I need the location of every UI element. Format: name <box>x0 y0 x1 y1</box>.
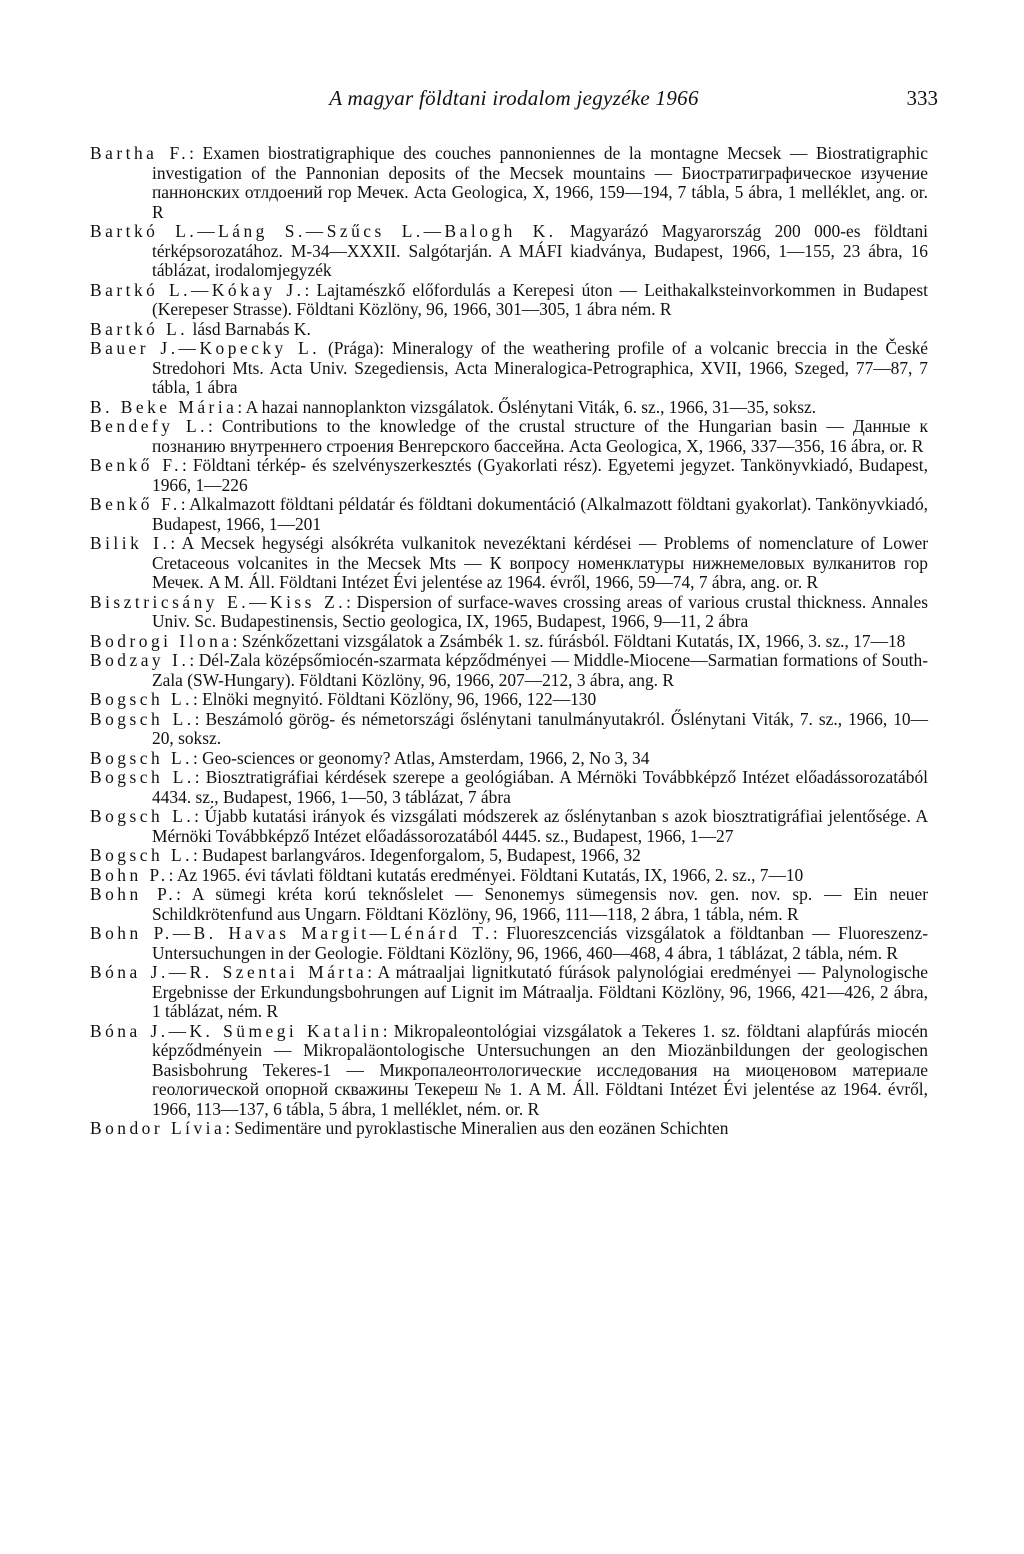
bibliography-entry <box>90 339 928 398</box>
bibliography-entry <box>90 651 928 690</box>
entry-author: Bartkó L. <box>90 318 189 339</box>
entry-author: Bohn P. <box>90 864 169 885</box>
bibliography-entry <box>90 632 928 652</box>
bibliography-entry <box>90 1119 928 1139</box>
entry-text: : Contributions to the knowledge of the crustal structure of the Hungarian basin — Данные к познанию внутреннего строения Венгерского бассейна. Acta Geologica, X, 1966, 337—356, 16 ábra, or. R <box>152 416 928 456</box>
bibliography-list <box>90 144 928 1139</box>
bibliography-entry <box>90 768 928 807</box>
bibliography-entry <box>90 495 928 534</box>
entry-text: : Budapest barlangváros. Idegenforgalom, 5, Budapest, 1966, 32 <box>193 845 641 865</box>
bibliography-entry <box>90 963 928 1022</box>
entry-author: Bóna J.—K. Sümegi Katalin <box>90 1020 383 1041</box>
entry-text: : Elnöki megnyitó. Földtani Közlöny, 96, 1966, 122—130 <box>193 689 597 709</box>
entry-author: Bohn P.—B. Havas Margit—Lénárd T. <box>90 923 493 943</box>
entry-text: : Beszámoló görög- és németországi őslénytani tanulmányutakról. Őslénytani Viták, 7. sz., 1966, 10—20, soksz. <box>152 708 928 748</box>
entry-text: : Fluoreszcenciás vizsgálatok a földtanban — Fluoreszenz-Untersuchungen in der Geologie. Földtani Közlöny, 96, 1966, 460—468, 4 ábra, 1 táblázat, 2 tábla, ném. R <box>152 923 928 963</box>
bibliography-entry <box>90 456 928 495</box>
entry-text: : Földtani térkép- és szelvényszerkesztés (Gyakorlati rész). Egyetemi jegyzet. Tankönyvkiadó, Budapest, 1966, 1—226 <box>152 455 928 495</box>
entry-text: lásd Barnabás K. <box>188 318 311 339</box>
entry-author: B. Beke Mária <box>90 396 238 417</box>
entry-text: : Az 1965. évi távlati földtani kutatás eredményei. Földtani Kutatás, IX, 1966, 2. sz., 7—10 <box>168 864 804 885</box>
bibliography-entry <box>90 534 928 593</box>
entry-author: Bisztricsány E.—Kiss Z. <box>90 591 347 612</box>
entry-text: (Prága): Mineralogy of the weathering profile of a volcanic breccia in the České Stredohori Mts. Acta Univ. Szegediensis, Acta Mineralogica-Petrographica, XVII, 1966, Szeged, 77—87, 7 tábla, 1 ábra <box>152 338 928 397</box>
entry-author: Bilik I. <box>90 533 171 553</box>
entry-author: Bauer J.—Kopecky L. <box>90 338 321 358</box>
entry-author: Bodzay I. <box>90 650 190 670</box>
bibliography-entry <box>90 222 928 281</box>
entry-text: : A mátraaljai lignitkutató fúrások palynológiai eredményei — Palynologische Ergebnisse der Erkundungsbohrungen auf Lignit im Mátraalja. Földtani Közlöny, 96, 1966, 421—426, 2 ábra, 1 táblázat, ném. R <box>152 962 928 1021</box>
entry-author: Bogsch L. <box>90 689 193 709</box>
bibliography-entry <box>90 710 928 749</box>
entry-author: Bogsch L. <box>90 708 195 729</box>
bibliography-entry <box>90 885 928 924</box>
entry-author: Bohn P. <box>90 884 177 904</box>
entry-text: : Biosztratigráfiai kérdések szerepe a geológiában. A Mérnöki Továbbképző Intézet előadássorozatából 4434. sz., Budapest, 1966, 1—50, 3 táblázat, 7 ábra <box>152 767 928 807</box>
bibliography-entry <box>90 417 928 456</box>
entry-author: Benkő F. <box>90 494 181 514</box>
entry-author: Bendefy L. <box>90 416 208 436</box>
entry-author: Bóna J.—R. Szentai Márta <box>90 962 368 982</box>
bibliography-entry <box>90 320 928 340</box>
entry-text: : Alkalmazott földtani példatár és földtani dokumentáció (Alkalmazott földtani gyakorlat). Tankönyvkiadó, Budapest, 1966, 1—201 <box>152 494 928 534</box>
bibliography-entry <box>90 749 928 769</box>
entry-author: Bondor Lívia <box>90 1118 226 1138</box>
entry-author: Bogsch L. <box>90 806 195 826</box>
entry-text: : Sedimentäre und pyroklastische Mineralien aus den eozänen Schichten <box>225 1118 729 1138</box>
bibliography-entry <box>90 846 928 866</box>
entry-text: : A sümegi kréta korú teknőslelet — Senonemys sümegensis nov. gen. nov. sp. — Ein neuer Schildkrötenfund aus Ungarn. Földtani Közlöny, 96, 1966, 111—118, 2 ábra, 1 tábla, ném. R <box>152 884 929 924</box>
entry-author: Bogsch L. <box>90 845 193 865</box>
entry-author: Bartha F. <box>90 143 190 163</box>
entry-text: : Mikropaleontológiai vizsgálatok a Tekeres 1. sz. földtani alapfúrás miocén képződményein — Mikropaläontologische Untersuchungen an den Miozänbildungen der geologischen Basisbohrung Tekeres-1 — Микропалеонтологические исследования на миоценовом материале геологической опорной скважины Текереш № 1. A M. Áll. Földtani Intézet Évi jelentése az 1964. évről, 1966, 113—137, 6 tábla, 5 ábra, 1 melléklet, ném. or. R <box>152 1020 928 1119</box>
entry-text: : Examen biostratigraphique des couches pannoniennes de la montagne Mecsek — Biostratigraphic investigation of the Pannonian deposits of the Mecsek mountains — Биостратиграфическое изучение паннонских отлдоений гор Мечек. Acta Geologica, X, 1966, 159—194, 7 tábla, 5 ábra, 1 melléklet, ang. or. R <box>152 143 928 222</box>
entry-author: Bodrogi Ilona <box>90 630 233 651</box>
entry-text: : Dél-Zala középsőmiocén-szarmata képződményei — Middle-Miocene—Sarmatian formations of South-Zala (SW-Hungary). Földtani Közlöny, 96, 1966, 207—212, 3 ábra, ang. R <box>152 650 928 690</box>
bibliography-entry <box>90 690 928 710</box>
entry-text: : Lajtamészkő előfordulás a Kerepesi úton — Leithakalksteinvorkommen in Budapest (Kerepeser Strasse). Földtani Közlöny, 96, 1966, 301—305, 1 ábra ném. R <box>152 279 928 319</box>
bibliography-entry <box>90 281 928 320</box>
entry-author: Bogsch L. <box>90 767 195 787</box>
entry-text: : A hazai nannoplankton vizsgálatok. Őslénytani Viták, 6. sz., 1966, 31—35, soksz. <box>237 396 817 417</box>
bibliography-entry <box>90 807 928 846</box>
entry-text: : Geo-sciences or geonomy? Atlas, Amsterdam, 1966, 2, No 3, 34 <box>193 747 650 768</box>
page-header <box>90 86 938 116</box>
entry-author: Benkő F. <box>90 455 183 475</box>
running-title: A magyar földtani irodalom jegyzéke 1966 <box>329 86 699 110</box>
entry-text: : A Mecsek hegységi alsókréta vulkanitok nevezéktani kérdései — Problems of nomenclature of Lower Cretaceous volcanites in the Mecsek Mts — К вопросу номенклатуры нижнемеловых вулканитов гор Мечек. A M. Áll. Földtani Intézet Évi jelentése az 1964. évről, 1966, 59—74, 7 ábra, ang. or. R <box>152 533 928 592</box>
entry-text: Magyarázó Magyarország 200 000-es földtani térképsorozatához. M-34—XXXII. Salgótarján. A MÁFI kiadványa, Budapest, 1966, 1—155, 23 ábra, 16 táblázat, irodalomjegyzék <box>152 221 928 280</box>
bibliography-entry <box>90 866 928 886</box>
bibliography-entry <box>90 1022 928 1120</box>
entry-author: Bogsch L. <box>90 747 193 768</box>
bibliography-entry <box>90 593 928 632</box>
bibliography-entry <box>90 398 928 418</box>
bibliography-entry <box>90 924 928 963</box>
page-number: 333 <box>906 86 938 110</box>
entry-text: : Újabb kutatási irányok és vizsgálati módszerek az őslénytanban s azok biosztratigráfiai jelentősége. A Mérnöki Továbbképző Intézet előadássorozatából 4445. sz., Budapest, 1966, 1—27 <box>152 806 928 846</box>
bibliography-entry <box>90 144 928 222</box>
entry-author: Bartkó L.—Láng S.—Szűcs L.—Balogh K. <box>90 221 557 241</box>
entry-author: Bartkó L.—Kókay J. <box>90 279 305 300</box>
entry-text: : Szénkőzettani vizsgálatok a Zsámbék 1. sz. fúrásból. Földtani Kutatás, IX, 1966, 3. sz., 17—18 <box>232 630 906 651</box>
entry-text: : Dispersion of surface-waves crossing areas of various crustal thickness. Annales Univ. Sc. Budapestinensis, Sectio geologica, IX, 1965, Budapest, 1966, 9—11, 2 ábra <box>152 591 929 631</box>
